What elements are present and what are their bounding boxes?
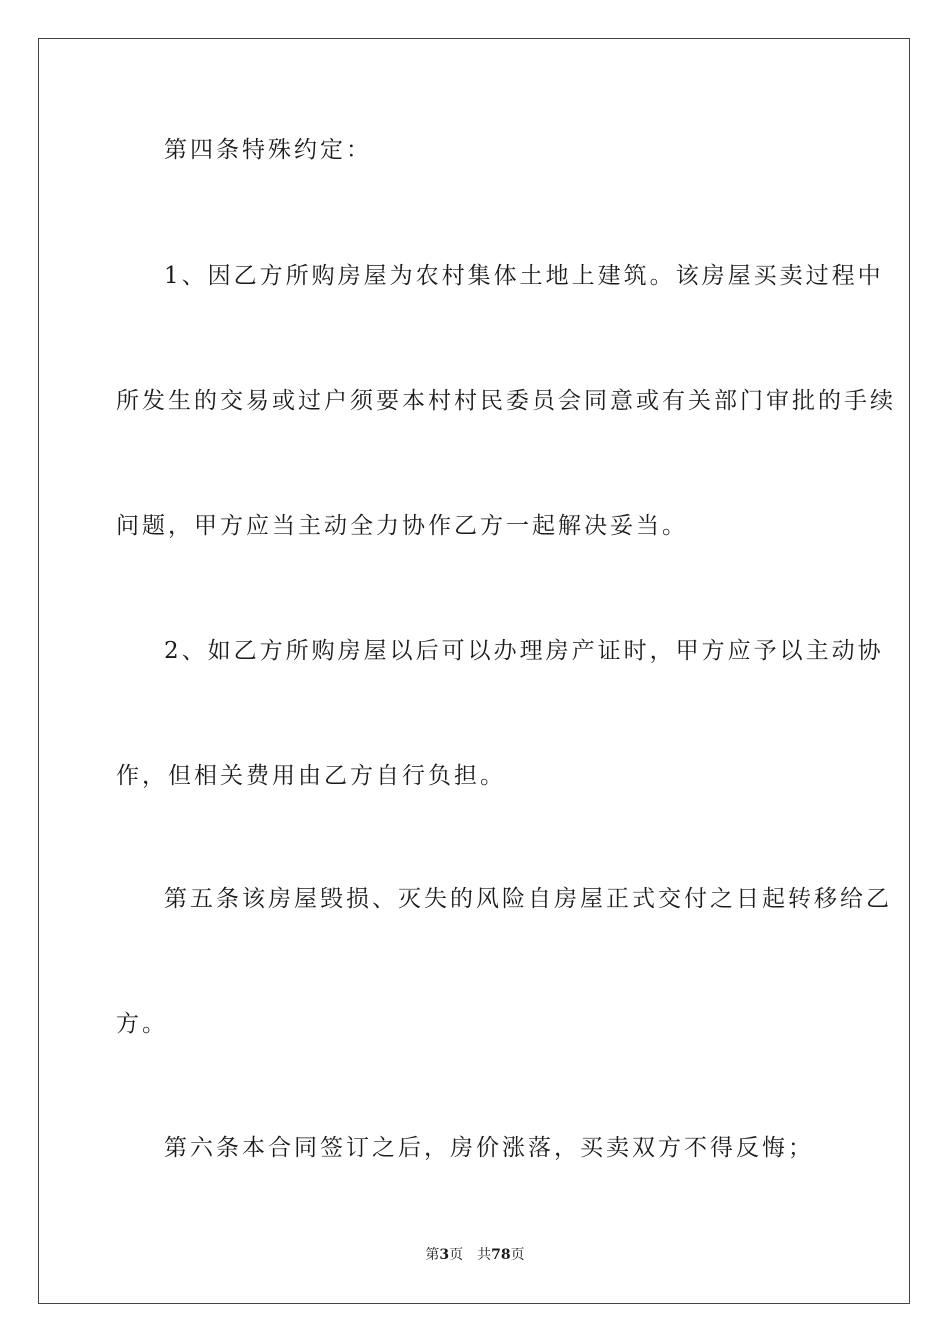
- paragraph-line: 作，但相关费用由乙方自行负担。: [116, 763, 506, 789]
- paragraph-line: 第五条该房屋毁损、灭失的风险自房屋正式交付之日起转移给乙: [164, 886, 892, 912]
- page-current: 3: [439, 1247, 450, 1263]
- page-total: 78: [491, 1247, 511, 1263]
- paragraph-line: 方。: [116, 1011, 168, 1037]
- page-frame: [38, 38, 910, 1304]
- paragraph-line: 问题，甲方应当主动全力协作乙方一起解决妥当。: [116, 513, 688, 539]
- page-footer: [0, 1245, 950, 1265]
- paragraph-line: 第六条本合同签订之后，房价涨落，买卖双方不得反悔；: [164, 1135, 814, 1161]
- total-suffix: 页: [510, 1247, 525, 1263]
- paragraph-line: 1、因乙方所购房屋为农村集体土地上建筑。该房屋买卖过程中: [164, 263, 884, 289]
- paragraph-line: 第四条特殊约定：: [164, 137, 372, 163]
- paragraph-line: 所发生的交易或过户须要本村村民委员会同意或有关部门审批的手续: [116, 388, 896, 414]
- page-prefix: 第: [425, 1247, 440, 1263]
- page-suffix: 页: [449, 1247, 464, 1263]
- total-prefix: 共: [477, 1247, 492, 1263]
- paragraph-line: 2、如乙方所购房屋以后可以办理房产证时，甲方应予以主动协: [164, 638, 884, 664]
